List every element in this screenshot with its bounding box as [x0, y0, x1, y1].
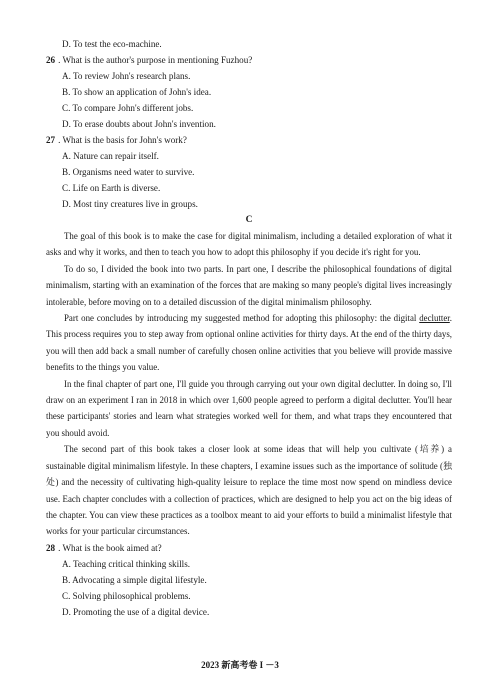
- option-28-c: C. Solving philosophical problems.: [62, 590, 191, 601]
- question-number: 27: [46, 135, 56, 145]
- question-text: . What is the author's purpose in mentioning Fuzhou?: [58, 55, 253, 65]
- option-28-a: A. Teaching critical thinking skills.: [62, 558, 191, 569]
- option-d-prev: D. To test the eco-machine.: [62, 39, 162, 49]
- question-number: 28: [46, 542, 56, 553]
- passage-paragraph-3: [46, 310, 452, 376]
- option-27-a: A. Nature can repair itself.: [62, 151, 159, 161]
- question-27: [46, 132, 452, 148]
- passage-paragraph-5: The second part of this book takes a closer look at some ideas that will help you cultivate (培养) a sustainable digital minimalism lifestyle. In these chapters, I examine issues such as the importance of solitude (独处) and the necessity of cultivating high-quality leisure to replace the time most now spend on mindless device use. Each chapter concludes with a collection of practices, which are designed to help you act on the big ideas of the chapter. You can view these practices as a toolbox meant to aid your efforts to build a minimalist lifestyle that works for your particular circumstances.: [46, 444, 452, 537]
- section-title: C: [245, 215, 253, 225]
- option-27-d: D. Most tiny creatures live in groups.: [62, 199, 198, 209]
- option-26-d: D. To erase doubts about John's invention.: [62, 119, 216, 129]
- question-28: [46, 540, 452, 556]
- question-text: . What is the book aimed at?: [58, 542, 162, 553]
- passage-paragraph-2: To do so, I divided the book into two parts. In part one, I describe the philosophical foundations of digital minimalism, starting with an examination of the forces that are making so many people's digital lives increasingly intolerable, before moving on to a detailed discussion of the digital minimalism philosophy.: [46, 263, 452, 307]
- passage-paragraph-4: In the final chapter of part one, I'll guide you through carrying out your own digital declutter. In doing so, I'll draw on an experiment I ran in 2018 in which over 1,600 people agreed to perform a digital declutter. You'll hear these participants' stories and learn what strategies worked well for them, and what traps they encountered that you should avoid.: [46, 378, 452, 438]
- option-27-b: B. Organisms need water to survive.: [62, 167, 195, 177]
- option-26-c: C. To compare John's different jobs.: [62, 103, 194, 113]
- question-text: . What is the basis for John's work?: [58, 135, 187, 145]
- passage-text: . This process requires you to step away from optional online activities for thirty days. At the end of the thirty days, you will then add back a small number of carefully chosen online activities that you believe will provide massive benefits to the things you value.: [46, 313, 452, 373]
- underlined-word: declutter: [419, 313, 450, 324]
- option-28-d: D. Promoting the use of a digital device.: [62, 606, 210, 617]
- option-28-b: B. Advocating a simple digital lifestyle.: [62, 574, 207, 585]
- page-footer: 2023 新高考卷 I －3: [201, 660, 279, 670]
- option-27-c: C. Life on Earth is diverse.: [62, 183, 161, 193]
- question-26: [46, 52, 452, 68]
- passage-paragraph-1: The goal of this book is to make the case for digital minimalism, including a detailed exploration of what it asks and why it works, and then to teach you how to adopt this philosophy if you decide it's right for you.: [46, 231, 452, 258]
- option-26-a: A. To review John's research plans.: [62, 71, 191, 81]
- option-26-b: B. To show an application of John's idea.: [62, 87, 212, 97]
- passage-text: Part one concludes by introducing my suggested method for adopting this philosophy: the digital: [64, 313, 420, 324]
- question-number: 26: [46, 55, 56, 65]
